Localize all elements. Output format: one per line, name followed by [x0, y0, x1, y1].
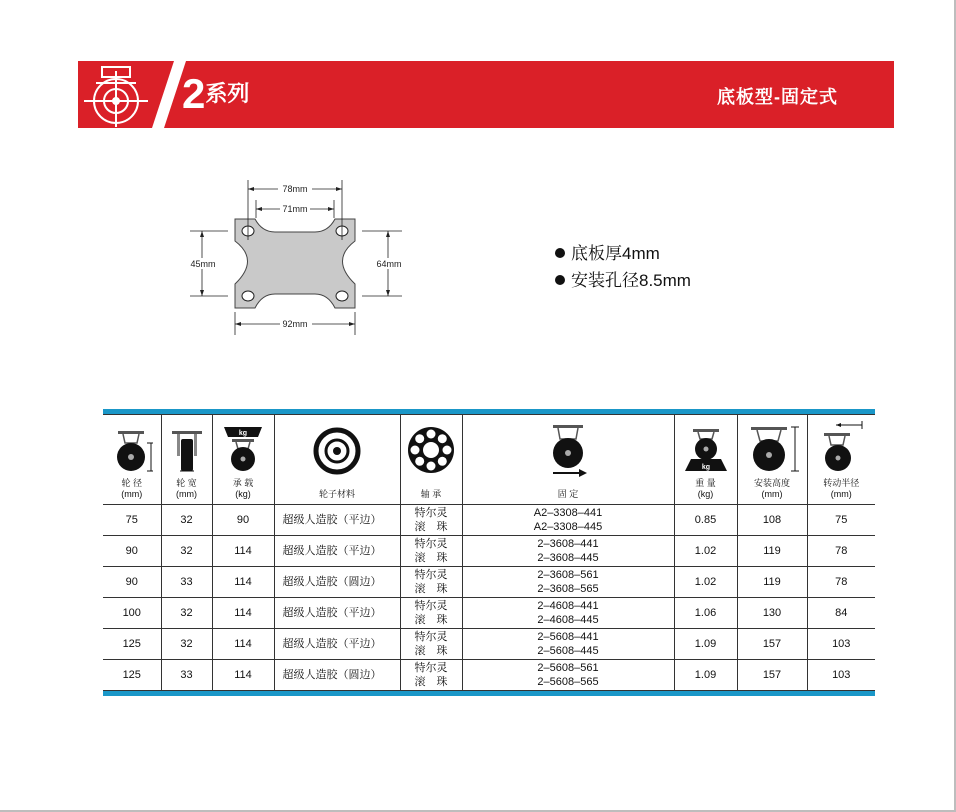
svg-text:kg: kg: [238, 430, 248, 437]
table-row: 125 33 114 超级人造胶（圆边） 特尔灵 滚 珠 2–5608–561 2–5608–565 1.09 157 103: [103, 660, 875, 691]
mount-height-icon: [743, 425, 801, 473]
spec-table: [103, 414, 875, 691]
spec-table-body: [103, 505, 875, 691]
col-bearing: 轴 承: [400, 415, 462, 505]
table-row: 125 32 114 超级人造胶（平边） 特尔灵 滚 珠 2–5608–441 2–5608–445 1.09 157 103: [103, 629, 875, 660]
series-word: 系列: [205, 81, 250, 106]
swivel-radius-icon: [816, 421, 866, 473]
bullet-icon: [555, 248, 565, 258]
load-capacity-icon: [218, 425, 268, 473]
top-plate-drawing: [180, 170, 420, 345]
wheel-material-icon: [313, 427, 361, 475]
table-row: 75 32 90 超级人造胶（平边） 特尔灵 滚 珠 A2–3308–441 A2–3308–445 0.85 108 75: [103, 505, 875, 536]
note-plate-thickness: 底板厚4mm: [555, 240, 691, 267]
spec-table-wrap: [103, 409, 875, 696]
dim-left-height: 45mm: [190, 259, 216, 269]
note-hole-diameter: 安装孔径8.5mm: [555, 267, 691, 294]
col-fixed: 固 定: [462, 415, 674, 505]
table-row: 90 33 114 超级人造胶（圆边） 特尔灵 滚 珠 2–3608–561 2–3608–565 1.02 119 78: [103, 567, 875, 598]
wheel-diameter-icon: [109, 429, 155, 473]
col-material: 轮子材料: [274, 415, 400, 505]
mount-type-label: 底板型-固定式: [717, 87, 838, 107]
series-number: 2: [182, 70, 206, 117]
dim-right-height: 64mm: [376, 259, 402, 269]
mount-hole-icon: [242, 291, 254, 301]
series-title: [182, 70, 250, 117]
dim-hole-spacing: 71mm: [282, 204, 308, 214]
fixed-caster-icon: [545, 423, 591, 479]
table-row: 100 32 114 超级人造胶（平边） 特尔灵 滚 珠 2–4608–441 2–4608–445 1.06 130 84: [103, 598, 875, 629]
series-header-band: [78, 61, 894, 128]
col-height: 安装高度 (mm): [737, 415, 807, 505]
table-row: 90 32 114 超级人造胶（平边） 特尔灵 滚 珠 2–3608–441 2–3608–445 1.02 119 78: [103, 536, 875, 567]
svg-text:kg: kg: [701, 464, 710, 471]
table-bottom-rule: [103, 691, 875, 696]
mount-hole-icon: [336, 291, 348, 301]
dim-bottom-width: 92mm: [282, 319, 308, 329]
bullet-icon: [555, 275, 565, 285]
spec-notes: [555, 240, 691, 294]
wheel-width-icon: [170, 429, 204, 473]
table-header-row: [103, 415, 875, 505]
ball-bearing-icon: [406, 425, 456, 475]
col-width: 轮 宽 (mm): [161, 415, 212, 505]
caster-weight-icon: [683, 427, 729, 473]
col-radius: 转动半径 (mm): [807, 415, 875, 505]
col-diameter: 轮 径 (mm): [103, 415, 161, 505]
dim-outer-width: 78mm: [282, 184, 308, 194]
col-weight: kg 重 量 (kg): [674, 415, 737, 505]
col-load: kg 承 载 (kg): [212, 415, 274, 505]
